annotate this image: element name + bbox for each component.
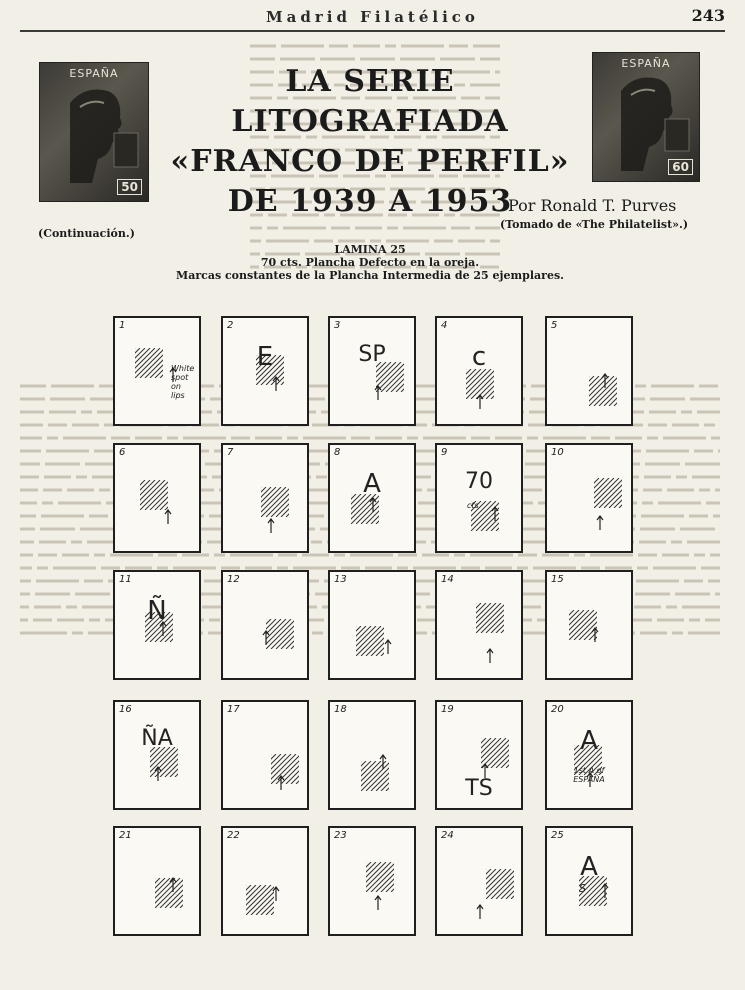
plate-position-7 [221, 443, 309, 553]
position-number: 10 [551, 447, 564, 458]
arrow-icon [263, 631, 269, 645]
position-number: 19 [441, 704, 454, 715]
position-number: 25 [551, 830, 564, 841]
position-number: 18 [334, 704, 347, 715]
plate-position-3 [328, 316, 416, 426]
position-number: 3 [334, 320, 341, 331]
arrow-icon [155, 767, 161, 781]
defect-sketch [330, 702, 414, 808]
position-number: 22 [227, 830, 240, 841]
position-note: S [579, 882, 586, 895]
defect-sketch [547, 572, 631, 678]
plate-position-1 [113, 316, 201, 426]
plate-position-25 [545, 826, 633, 936]
defect-sketch [330, 318, 414, 424]
plate-position-2 [221, 316, 309, 426]
position-number: 17 [227, 704, 240, 715]
defect-sketch [115, 828, 199, 934]
defect-sketch [437, 445, 521, 551]
defect-sketch [330, 572, 414, 678]
position-number: 1 [119, 320, 126, 331]
position-number: 14 [441, 574, 454, 585]
position-letters: A [580, 726, 598, 756]
position-number: 13 [334, 574, 347, 585]
position-note: White spot on lips [171, 364, 195, 400]
arrow-icon [375, 896, 381, 910]
plate-position-18 [328, 700, 416, 810]
plate-position-10 [545, 443, 633, 553]
title-line: «FRANCO DE PERFIL» [170, 144, 570, 179]
title-line: LA SERIE LITOGRAFIADA [231, 64, 509, 139]
arrow-icon [602, 374, 608, 388]
plate-position-4 [435, 316, 523, 426]
position-number: 7 [227, 447, 234, 458]
plate-position-24 [435, 826, 523, 936]
position-letters: SP [358, 342, 386, 367]
plate-position-16 [113, 700, 201, 810]
arrow-icon [477, 395, 483, 409]
position-number: 9 [441, 447, 448, 458]
plate-position-21 [113, 826, 201, 936]
defect-sketch [330, 828, 414, 934]
position-number: 15 [551, 574, 564, 585]
defect-sketch [223, 445, 307, 551]
plate-position-13 [328, 570, 416, 680]
plate-position-19 [435, 700, 523, 810]
plate-position-20 [545, 700, 633, 810]
defect-sketch [223, 828, 307, 934]
position-letters: E [256, 342, 274, 372]
author-byline: Por Ronald T. Purves [508, 196, 677, 215]
defect-sketch [547, 445, 631, 551]
defect-sketch [547, 318, 631, 424]
position-number: 2 [227, 320, 234, 331]
position-letters: 70 [465, 469, 493, 494]
arrow-icon [170, 878, 176, 892]
defect-sketch [223, 702, 307, 808]
position-letters: c [471, 342, 487, 372]
position-letters: TS [465, 776, 493, 801]
position-letters: A [363, 469, 381, 499]
stamp-value-label: 50 [117, 179, 142, 195]
defect-sketch [223, 572, 307, 678]
stamp-value-label: 60 [668, 159, 693, 175]
arrow-icon [385, 640, 391, 654]
continuation-note: (Continuación.) [38, 227, 135, 240]
position-note: cts [467, 501, 479, 510]
arrow-icon [597, 516, 603, 530]
position-letters: A [580, 852, 598, 882]
arrow-icon [278, 776, 284, 790]
running-title: Madrid Filatélico [266, 8, 479, 26]
defect-sketch [115, 445, 199, 551]
defect-sketch [437, 572, 521, 678]
position-number: 23 [334, 830, 347, 841]
plate-position-5 [545, 316, 633, 426]
defect-sketch [115, 702, 199, 808]
stamp-country-label: ESPAÑA [621, 57, 671, 70]
plate-position-14 [435, 570, 523, 680]
position-note: 1st A of ESPAÑA [573, 766, 605, 784]
page-number: 243 [691, 6, 725, 25]
plate-position-22 [221, 826, 309, 936]
position-number: 21 [119, 830, 132, 841]
arrow-icon [375, 386, 381, 400]
arrow-icon [273, 887, 279, 901]
source-note: (Tomado de «The Philatelist».) [500, 218, 689, 231]
plate-position-11 [113, 570, 201, 680]
plate-line: 70 cts. Plancha Defecto en la oreja. [260, 256, 480, 269]
plate-position-23 [328, 826, 416, 936]
position-number: 24 [441, 830, 454, 841]
position-number: 16 [119, 704, 132, 715]
plate-position-8 [328, 443, 416, 553]
plate-position-6 [113, 443, 201, 553]
plate-position-12 [221, 570, 309, 680]
position-number: 4 [441, 320, 448, 331]
arrow-icon [487, 649, 493, 663]
position-number: 8 [334, 447, 341, 458]
position-number: 20 [551, 704, 564, 715]
position-number: 5 [551, 320, 558, 331]
plate-title: LAMINA 25 [334, 243, 406, 256]
position-number: 6 [119, 447, 126, 458]
defect-sketch [437, 828, 521, 934]
position-letters: ÑA [141, 726, 173, 751]
title-line: DE 1939 A 1953 [227, 184, 513, 219]
position-letters: Ñ [147, 596, 167, 626]
arrow-icon [477, 905, 483, 919]
plate-position-15 [545, 570, 633, 680]
position-number: 12 [227, 574, 240, 585]
position-number: 11 [119, 574, 132, 585]
arrow-icon [165, 510, 171, 524]
stamp-country-label: ESPAÑA [69, 67, 119, 80]
plate-line: Marcas constantes de la Plancha Intermedia de 25 ejemplares. [176, 269, 564, 282]
arrow-icon [602, 884, 608, 898]
plate-position-17 [221, 700, 309, 810]
arrow-icon [268, 519, 274, 533]
plate-position-9 [435, 443, 523, 553]
arrow-icon [592, 628, 598, 642]
arrow-icon [273, 377, 279, 391]
